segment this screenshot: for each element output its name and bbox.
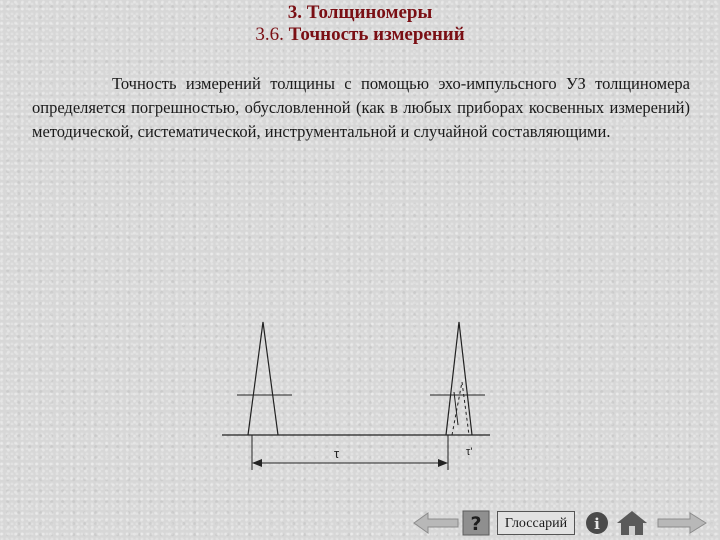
pulse-left [248,322,278,435]
home-button[interactable] [616,510,648,536]
home-icon [617,511,647,535]
pulse-right [446,322,472,435]
info-icon: i [594,515,600,533]
arrow-right-icon [658,513,706,533]
marker-tick [454,392,458,425]
body-paragraph: Точность измерений толщины с помощью эхо-импульсного УЗ толщиномера определяется погрешностью, обусловленной (как в любых приборах косвенных измерений) методической, систематической, инструментальной и случайной составляющими. [32,74,690,141]
help-button[interactable] [462,510,490,536]
page-title: 3. Толщиномеры [287,2,433,23]
tau-arrow-right-head [438,459,448,467]
glossary-button[interactable]: Глоссарий [497,511,575,535]
tau-label: τ [334,446,340,461]
tau-prime-label: τ' [466,446,473,458]
back-button[interactable] [412,510,460,536]
forward-button[interactable] [656,510,708,536]
tau-arrow-left-head [252,459,262,467]
question-icon: ? [470,513,482,535]
arrow-left-icon [414,513,458,533]
section-number: 3.6. [255,24,284,45]
section-heading: Точность измерений [288,24,465,45]
info-button[interactable] [583,510,611,536]
